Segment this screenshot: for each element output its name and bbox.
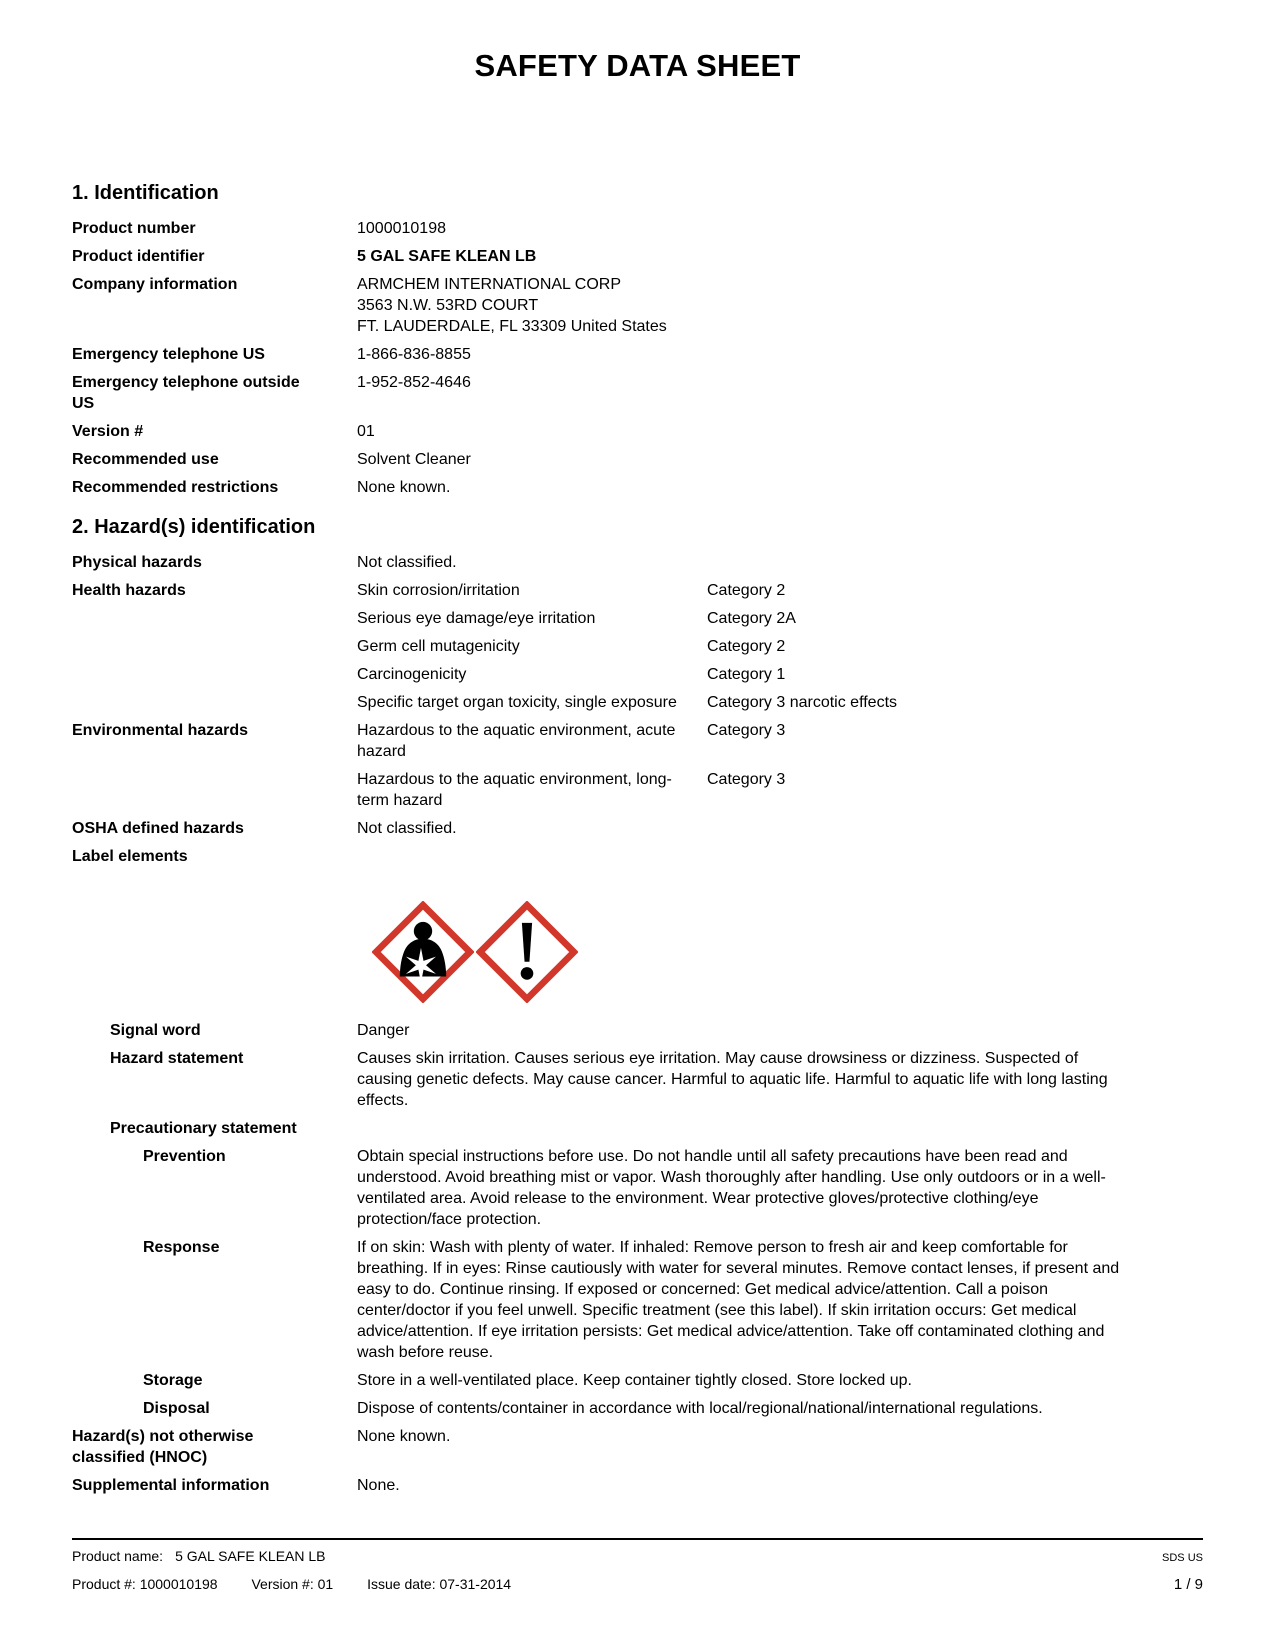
field-value: Danger: [357, 1022, 410, 1039]
field-label: Recommended use: [72, 451, 219, 468]
field-row-product-number: [72, 218, 1203, 239]
hazard-row: [357, 692, 1203, 713]
field-label: Prevention: [143, 1148, 226, 1165]
field-row-health-hazards: [72, 580, 1203, 713]
field-label: Product number: [72, 220, 196, 237]
hazard-name: Hazardous to the aquatic environment, long-term hazard: [357, 771, 672, 809]
hazard-category: Category 1: [707, 666, 786, 683]
field-row-signal-word: [72, 1020, 1203, 1041]
hazard-name: Germ cell mutagenicity: [357, 638, 520, 655]
hazard-category: Category 3: [707, 771, 786, 788]
field-row-disposal: [72, 1398, 1203, 1419]
footer-details: [72, 1575, 511, 1594]
document-title: SAFETY DATA SHEET: [474, 48, 801, 83]
field-label: Signal word: [110, 1022, 201, 1039]
field-label: Company information: [72, 276, 238, 293]
hazard-row: [357, 580, 1203, 601]
field-value: 01: [357, 423, 375, 440]
section-identification: [72, 180, 1203, 498]
footer-sds-region: SDS US: [1162, 1552, 1203, 1564]
hazard-name: Carcinogenicity: [357, 666, 467, 683]
hazard-category: Category 3: [707, 722, 786, 739]
footer-issue-date: Issue date: 07-31-2014: [367, 1576, 512, 1592]
field-label: Disposal: [143, 1400, 210, 1417]
footer-product-name-value: 5 GAL SAFE KLEAN LB: [175, 1548, 326, 1564]
field-value: None known.: [357, 1428, 451, 1445]
company-address: [357, 274, 1125, 337]
field-row-osha-defined-hazards: [72, 818, 1203, 839]
field-label: Hazard(s) not otherwise classified (HNOC): [72, 1428, 254, 1466]
hazard-row: [357, 769, 1203, 811]
field-value: Causes skin irritation. Causes serious eye irritation. May cause drowsiness or dizziness. Suspected of causing genetic defects. May cause cancer. Harmful to aquatic life. Harmful to aquatic life with long lasting effects.: [357, 1050, 1108, 1109]
section-2-heading: 2. Hazard(s) identification: [72, 516, 316, 538]
page-footer: [72, 1538, 1203, 1601]
footer-row-1: [72, 1547, 1203, 1568]
field-label: Response: [143, 1239, 220, 1256]
footer-product-number: Product #: 1000010198: [72, 1576, 218, 1592]
hazard-row: [357, 608, 1203, 629]
field-row-response: [72, 1237, 1203, 1363]
field-label: Physical hazards: [72, 554, 202, 571]
field-value: None known.: [357, 479, 451, 496]
field-row-storage: [72, 1370, 1203, 1391]
footer-row-2: [72, 1575, 1203, 1594]
field-label: Environmental hazards: [72, 722, 249, 739]
field-value: Solvent Cleaner: [357, 451, 471, 468]
exclamation-dot: [521, 967, 534, 980]
field-value: 1-952-852-4646: [357, 374, 471, 391]
field-value: Not classified.: [357, 820, 457, 837]
field-label: Product identifier: [72, 248, 205, 265]
field-value: Store in a well-ventilated place. Keep container tightly closed. Store locked up.: [357, 1372, 912, 1389]
hazard-row: [357, 720, 1203, 762]
field-label: Emergency telephone outside US: [72, 374, 300, 412]
hazard-category: Category 2A: [707, 610, 796, 627]
field-label: OSHA defined hazards: [72, 820, 244, 837]
hazard-name: Hazardous to the aquatic environment, acute hazard: [357, 722, 676, 760]
field-label: Storage: [143, 1372, 203, 1389]
footer-version: Version #: 01: [251, 1576, 334, 1592]
hazard-category: Category 2: [707, 582, 786, 599]
company-name: ARMCHEM INTERNATIONAL CORP: [357, 276, 622, 293]
footer-product-name: [72, 1547, 326, 1566]
label-elements-heading: Label elements: [72, 848, 188, 865]
person-head: [414, 922, 432, 940]
field-value: 1000010198: [357, 220, 446, 237]
field-row-physical-hazards: [72, 552, 1203, 573]
field-value: 1-866-836-8855: [357, 346, 471, 363]
field-row-company-information: [72, 274, 1203, 337]
section-1-heading: 1. Identification: [72, 182, 219, 204]
hazard-name: Skin corrosion/irritation: [357, 582, 520, 599]
environmental-hazards-table: [357, 720, 1203, 811]
field-label: Health hazards: [72, 582, 186, 599]
field-row-precautionary-statement: [72, 1118, 1203, 1139]
field-row-recommended-use: [72, 449, 1203, 470]
exclamation-mark-pictogram-icon: [476, 901, 578, 1003]
field-value: Dispose of contents/container in accordance with local/regional/national/international regulations.: [357, 1400, 1043, 1417]
footer-divider: [72, 1538, 1203, 1540]
field-row-prevention: [72, 1146, 1203, 1230]
hazard-name: Specific target organ toxicity, single exposure: [357, 694, 677, 711]
field-label: Emergency telephone US: [72, 346, 265, 363]
health-hazard-pictogram-icon: [372, 901, 474, 1003]
hazard-name: Serious eye damage/eye irritation: [357, 610, 596, 627]
field-row-supplemental-information: [72, 1475, 1203, 1496]
ghs-pictograms: [372, 901, 1203, 1003]
field-row-hnoc: [72, 1426, 1203, 1468]
hazard-category: Category 3 narcotic effects: [707, 694, 898, 711]
field-row-emergency-phone-us: [72, 344, 1203, 365]
field-label: Recommended restrictions: [72, 479, 279, 496]
field-row-emergency-phone-outside-us: [72, 372, 1203, 414]
hazard-row: [357, 636, 1203, 657]
section-hazards-identification: [72, 514, 1203, 1496]
field-value: Obtain special instructions before use. Do not handle until all safety precautions have been read and understood. Avoid breathing mist or vapor. Wash thoroughly after handling. Use only outdoors or in a well-ventilated area. Avoid release to the environment. Wear protective gloves/protective clothing/eye protection/face protection.: [357, 1148, 1106, 1228]
field-row-product-identifier: [72, 246, 1203, 267]
field-value: Not classified.: [357, 554, 457, 571]
hazard-category: Category 2: [707, 638, 786, 655]
footer-page-number: 1 / 9: [1173, 1576, 1203, 1593]
field-label: Supplemental information: [72, 1477, 270, 1494]
field-value: None.: [357, 1477, 400, 1494]
field-row-version: [72, 421, 1203, 442]
field-value: 5 GAL SAFE KLEAN LB: [357, 248, 537, 265]
field-label: Precautionary statement: [110, 1120, 297, 1137]
hazard-row: [357, 664, 1203, 685]
field-row-hazard-statement: [72, 1048, 1203, 1111]
company-city-state: FT. LAUDERDALE, FL 33309 United States: [357, 318, 667, 335]
field-label: Hazard statement: [110, 1050, 244, 1067]
company-street: 3563 N.W. 53RD COURT: [357, 297, 539, 314]
field-row-environmental-hazards: [72, 720, 1203, 811]
footer-product-name-label: Product name:: [72, 1548, 164, 1564]
health-hazards-table: [357, 580, 1203, 713]
field-value: If on skin: Wash with plenty of water. If inhaled: Remove person to fresh air and keep comfortable for breathing. If in eyes: Rinse cautiously with water for several minutes. Remove contact lenses, if present and easy to do. Continue rinsing. If exposed or concerned: Get medical advice/attention. Call a poison center/doctor if you feel unwell. Specific treatment (see this label). If skin irritation occurs: Get medical advice/attention. If eye irritation persists: Get medical advice/attention. Take off contaminated clothing and wash before reuse.: [357, 1239, 1120, 1361]
field-label: Version #: [72, 423, 144, 440]
field-row-recommended-restrictions: [72, 477, 1203, 498]
